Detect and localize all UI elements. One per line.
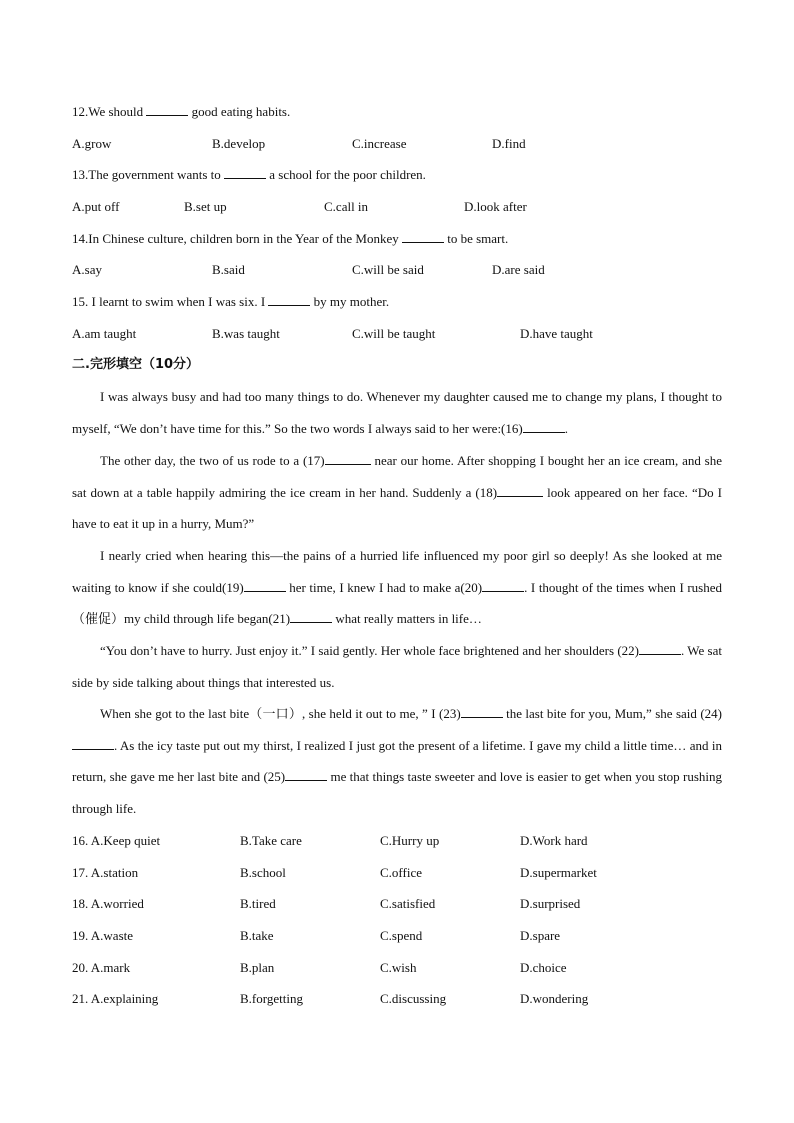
passage-text: the last bite for you, Mum,” she said (24) <box>502 706 722 721</box>
question-15 <box>72 293 722 311</box>
option-a: A.grow <box>72 136 112 151</box>
passage-text: I nearly cried when hearing this—the pains of a hurried life influenced my poor girl so deeply! As she looked at me waiting to know if she could(19) <box>72 548 722 595</box>
option-b: B.develop <box>212 136 266 151</box>
option-c: C.will be said <box>352 262 424 277</box>
question-text: 12.We should <box>72 104 147 119</box>
passage-text: The other day, the two of us rode to a (17) <box>100 453 325 468</box>
option-c: C.Hurry up <box>380 833 440 848</box>
option-d: D.have taught <box>520 326 593 341</box>
blank-25 <box>285 766 327 781</box>
passage-text: me that things taste sweeter and love is easier to get when you stop rushing through life. <box>72 769 722 816</box>
blank-16 <box>523 418 565 433</box>
question-text: to be smart. <box>443 231 509 246</box>
option-d: D.Work hard <box>520 833 588 848</box>
answer-blank <box>402 230 444 243</box>
option-b: B.take <box>240 928 274 943</box>
passage-text: her time, I knew I had to make a(20) <box>285 579 483 595</box>
option-c: C.satisfied <box>380 896 436 911</box>
passage-text: I was always busy and had too many things to do. Whenever my daughter caused me to change my plans, I thought to myself, “We don’t have time for this.” So the two words I always said to her were:(16) <box>72 389 722 436</box>
option-a: 19. A.waste <box>72 928 134 943</box>
passage-paragraph-5 <box>72 698 722 824</box>
blank-23 <box>461 703 503 718</box>
blank-17 <box>325 450 371 465</box>
option-d: D.surprised <box>520 896 581 911</box>
option-a: 18. A.worried <box>72 896 144 911</box>
passage-text: look appeared on her face. “Do I have to eat it up in a hurry, Mum?” <box>72 484 722 532</box>
question-12 <box>72 103 722 121</box>
passage-text: near our home. After shopping I bought her an ice cream, and she sat down at a table happily admiring the ice cream in her hand. Suddenly a (18) <box>72 453 722 500</box>
option-b: B.said <box>212 262 245 277</box>
passage-text: . As the icy taste put out my thirst, I realized I just got the present of a lifetime. I gave my child a little time… and in return, she gave me her last bite and (25) <box>72 737 722 785</box>
blank-22 <box>639 640 681 655</box>
option-d: D.find <box>492 136 526 151</box>
option-a: 20. A.mark <box>72 960 131 975</box>
passage-text: . I thought of the times when I rushed（催促）my child through life began(21) <box>72 579 723 627</box>
answer-blank <box>268 293 310 306</box>
option-b: B.plan <box>240 960 275 975</box>
blank-19 <box>244 577 286 592</box>
question-text: 13.The government wants to <box>72 167 224 182</box>
passage-text: When she got to the last bite（一口）, she held it out to me, ” I (23) <box>100 706 461 721</box>
option-c: C.office <box>380 865 422 880</box>
option-a: A.say <box>72 262 102 277</box>
passage-paragraph-2 <box>72 445 722 540</box>
passage-text: . <box>564 420 568 436</box>
option-a: 16. A.Keep quiet <box>72 833 161 848</box>
question-text: 15. I learnt to swim when I was six. I <box>72 294 269 309</box>
option-c: C.will be taught <box>352 326 436 341</box>
option-d: D.spare <box>520 928 561 943</box>
option-d: D.are said <box>492 262 545 277</box>
option-b: B.tired <box>240 896 276 911</box>
option-b: B.forgetting <box>240 991 303 1006</box>
option-a: A.am taught <box>72 326 137 341</box>
passage-paragraph-3 <box>72 540 722 635</box>
passage-paragraph-1 <box>72 381 722 444</box>
option-a: 21. A.explaining <box>72 991 159 1006</box>
option-d: D.choice <box>520 960 567 975</box>
option-b: B.set up <box>184 199 227 214</box>
option-c: C.discussing <box>380 991 447 1006</box>
passage-paragraph-4 <box>72 635 722 698</box>
blank-18 <box>497 482 543 497</box>
question-13 <box>72 166 722 184</box>
option-d: D.wondering <box>520 991 589 1006</box>
passage-text: “You don’t have to hurry. Just enjoy it.” I said gently. Her whole face brightened and her shoulders (22) <box>100 643 639 658</box>
option-a: A.put off <box>72 199 120 214</box>
question-text: a school for the poor children. <box>266 167 426 182</box>
option-d: D.look after <box>464 199 527 214</box>
option-c: C.spend <box>380 928 423 943</box>
option-a: 17. A.station <box>72 865 139 880</box>
blank-24 <box>72 735 114 750</box>
blank-20 <box>482 577 524 592</box>
question-text: good eating habits. <box>188 104 291 119</box>
option-d: D.supermarket <box>520 865 597 880</box>
section-heading: 二.完形填空（10分） <box>72 357 200 372</box>
blank-21 <box>290 608 332 623</box>
answer-blank <box>224 166 266 179</box>
question-text: 14.In Chinese culture, children born in the Year of the Monkey <box>72 231 402 246</box>
question-14 <box>72 230 722 248</box>
option-c: C.call in <box>324 199 369 214</box>
option-c: C.increase <box>352 136 407 151</box>
passage-text: what really matters in life… <box>332 611 482 627</box>
option-b: B.school <box>240 865 286 880</box>
question-text: by my mother. <box>310 294 390 309</box>
option-c: C.wish <box>380 960 417 975</box>
option-b: B.was taught <box>212 326 280 341</box>
passage-text: . We sat side by side talking about things that interested us. <box>72 643 722 690</box>
option-b: B.Take care <box>240 833 302 848</box>
answer-blank <box>146 103 188 116</box>
